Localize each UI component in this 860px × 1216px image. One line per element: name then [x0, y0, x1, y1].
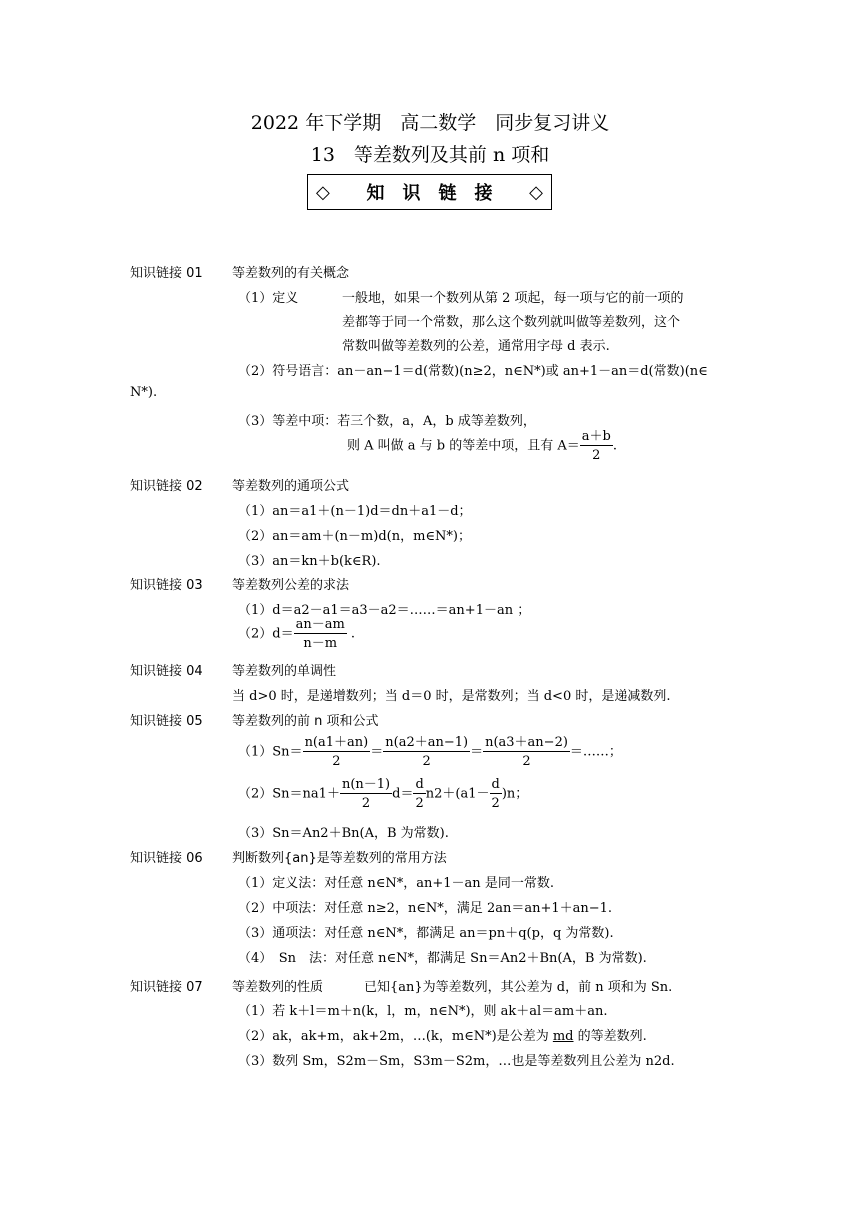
- sum-formula-1: （1）Sn＝ $\frac{n(a1+an)}{2}$ ＝ $\frac{n(a2+an-1)}{2}$ ＝ $\frac{n(a3+an-2)}{2}$ ＝……；: [238, 735, 622, 769]
- section-06-header: [130, 847, 447, 866]
- formula-end: 的等差数列.: [573, 1029, 647, 1044]
- property-line: [238, 1025, 647, 1044]
- section-heading: 等差数列的性质: [232, 980, 324, 995]
- numerator: d: [415, 777, 424, 792]
- numerator: n(a3＋an−2): [485, 735, 568, 750]
- symbol-language-line: N*).: [130, 385, 158, 400]
- formula-text: （2）Sn＝na1＋: [238, 786, 340, 802]
- section-05-header: [130, 710, 379, 729]
- section-label: 知识链接 04: [130, 664, 203, 679]
- underlined-answer: md: [552, 1029, 574, 1044]
- denominator: 2: [422, 754, 431, 769]
- fraction: [340, 778, 392, 810]
- section-03-header: [130, 574, 349, 593]
- section-heading: 等差数列公差的求法: [232, 578, 350, 593]
- section-04-header: [130, 660, 336, 679]
- definition-tag: （1）定义: [238, 291, 299, 306]
- section-heading: 等差数列的有关概念: [232, 266, 350, 281]
- formula-text: 则 A 叫做 a 与 b 的等差中项，且有 A＝: [347, 438, 580, 454]
- denominator: 2: [332, 754, 341, 769]
- formula-text: d＝: [392, 786, 414, 802]
- numerator: n(a1＋an): [304, 735, 369, 750]
- method-line: （3）通项法：对任意 n∈N*，都满足 an＝pn＋q(p，q 为常数).: [238, 926, 614, 941]
- section-label: 知识链接 01: [130, 266, 203, 281]
- numerator: n(a2＋an−1): [385, 735, 469, 750]
- section-label: 知识链接 03: [130, 578, 203, 593]
- property-intro: 已知{an}为等差数列，其公差为 d，前 n 项和为 Sn.: [364, 980, 673, 995]
- formula-text: n2＋(a1－: [425, 786, 490, 802]
- denominator: 2: [415, 796, 424, 811]
- fraction: [383, 736, 470, 768]
- section-heading: 等差数列的单调性: [232, 664, 337, 679]
- formula-end: .: [346, 626, 356, 642]
- fraction: [580, 430, 613, 462]
- numerator: an－am: [295, 617, 345, 632]
- section-label: 知识链接 02: [130, 479, 203, 494]
- method-line: （4） Sn 法：对任意 n∈N*，都满足 Sn＝An2＋Bn(A，B 为常数).: [238, 951, 647, 966]
- property-line: （3）数列 Sm，S2m－Sm，S3m－S2m，…也是等差数列且公差为 n2d.: [238, 1054, 675, 1069]
- diamond-icon: ◇: [529, 181, 543, 203]
- section-02-header: [130, 475, 349, 494]
- numerator: d: [491, 777, 500, 792]
- section-07-header: [130, 976, 323, 995]
- arithmetic-mean-line: （3）等差中项：若三个数，a，A，b 成等差数列，: [238, 414, 536, 429]
- denominator: 2: [361, 796, 371, 811]
- section-01-header: [130, 262, 349, 281]
- formula-text: （2）d＝: [238, 626, 294, 642]
- formula-line: （2）an＝am＋(n－m)d(n，m∈N*)；: [238, 529, 471, 544]
- formula-line: （1）d＝a2－a1＝a3－a2＝……＝an+1－an ；: [238, 603, 531, 618]
- numerator: a＋b: [581, 429, 611, 444]
- formula-text: （1）Sn＝: [238, 744, 303, 760]
- method-line: （1）定义法：对任意 n∈N*，an+1－an 是同一常数.: [238, 876, 554, 891]
- formula-end: )n；: [501, 786, 529, 802]
- fraction: [294, 618, 347, 650]
- page-title: 2022 年下学期 高二数学 同步复习讲义: [250, 112, 610, 134]
- arithmetic-mean-formula: [347, 430, 617, 462]
- formula-end: ＝……；: [569, 744, 622, 760]
- knowledge-link-banner: [307, 174, 552, 210]
- method-line: （2）中项法：对任意 n≥2，n∈N*，满足 2an＝an+1＋an−1.: [238, 901, 613, 916]
- sum-formula-2: [238, 778, 528, 810]
- formula-line: （1）an＝a1＋(n－1)d＝dn＋a1－d；: [238, 504, 472, 519]
- monotonic-line: 当 d>0 时，是递增数列；当 d＝0 时，是常数列；当 d<0 时，是递减数列.: [232, 689, 671, 704]
- fraction: [483, 736, 570, 768]
- denominator: 2: [522, 754, 531, 769]
- diamond-icon: ◇: [316, 181, 330, 203]
- denominator: n－m: [303, 636, 338, 651]
- definition-line: 一般地，如果一个数列从第 2 项起，每一项与它的前一项的: [342, 291, 684, 306]
- formula-line: （3）an＝kn＋b(k∈R).: [238, 554, 381, 569]
- section-label: 知识链接 06: [130, 851, 203, 866]
- section-label: 知识链接 07: [130, 980, 203, 995]
- formula-line: [238, 618, 355, 650]
- definition-line: 差都等于同一个常数，那么这个数列就叫做等差数列，这个: [342, 315, 681, 330]
- page-subtitle: 13 等差数列及其前 n 项和: [310, 144, 550, 166]
- denominator: 2: [592, 448, 601, 463]
- fraction: [490, 778, 502, 810]
- property-line: （1）若 k＋l＝m＋n(k，l，m，n∈N*)，则 ak＋al＝am＋an.: [238, 1004, 608, 1019]
- fraction: [303, 736, 371, 768]
- section-heading: 判断数列{an}是等差数列的常用方法: [232, 851, 447, 866]
- numerator: n(n－1): [341, 777, 391, 792]
- sum-formula-3: （3）Sn＝An2＋Bn(A，B 为常数).: [238, 826, 449, 841]
- banner-label: 知识链接: [366, 183, 511, 204]
- formula-end: .: [612, 438, 617, 454]
- section-label: 知识链接 05: [130, 714, 203, 729]
- section-heading: 等差数列的通项公式: [232, 479, 350, 494]
- formula-text: （2）ak，ak+m，ak+2m，…(k，m∈N*)是公差为: [238, 1029, 553, 1044]
- denominator: 2: [491, 796, 500, 811]
- symbol-language-line: （2）符号语言：an－an−1＝d(常数)(n≥2，n∈N*)或 an+1－an＝d(常数)(n∈: [238, 364, 708, 379]
- fraction: [413, 778, 425, 810]
- definition-line: 常数叫做等差数列的公差，通常用字母 d 表示.: [342, 339, 610, 354]
- section-heading: 等差数列的前 n 项和公式: [232, 714, 379, 729]
